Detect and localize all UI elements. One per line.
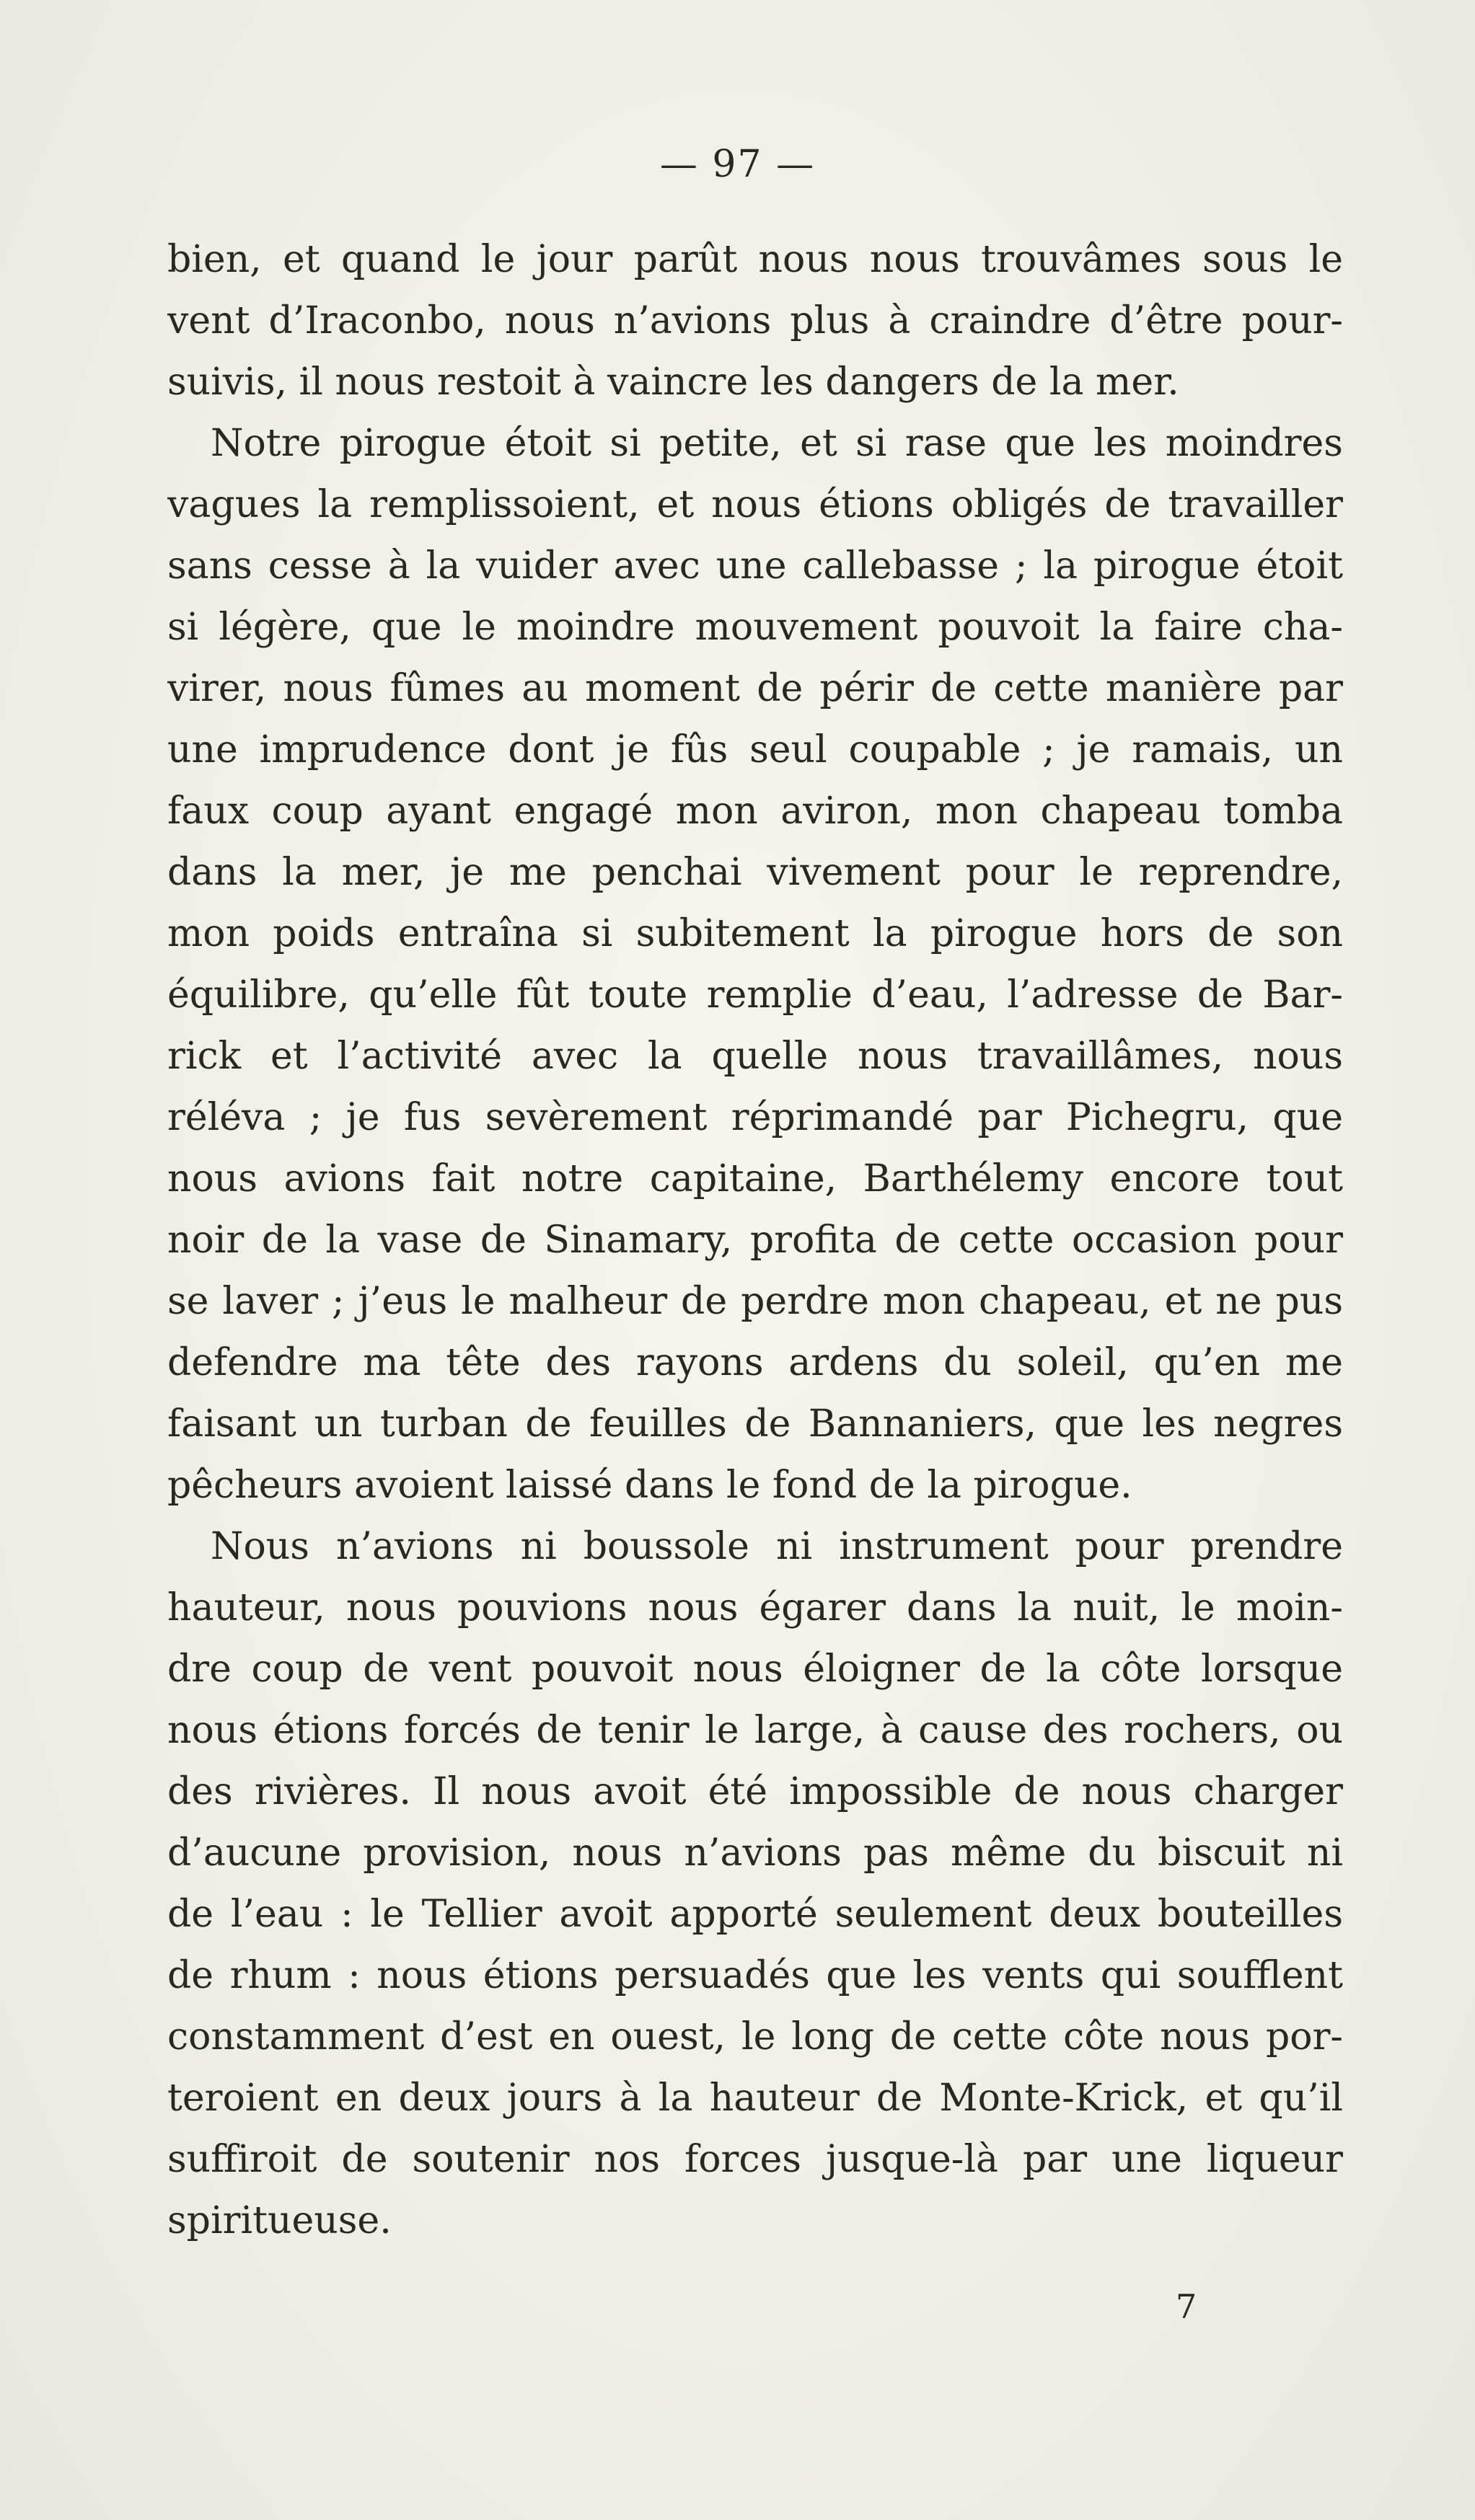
text-line: mon poids entraîna si subitement la pirogue hors de son [167,912,1343,955]
text-line: spiritueuse. [167,2199,392,2242]
page-number-header: — 97 — [659,143,816,186]
text-line: teroient en deux jours à la hauteur de Monte-Krick, et qu’il [167,2077,1343,2120]
text-line: équilibre, qu’elle fût toute remplie d’eau, l’adresse de Bar- [167,973,1343,1017]
text-line: suffiroit de soutenir nos forces jusque-là par une liqueur [167,2138,1343,2181]
text-line: hauteur, nous pouvions nous égarer dans la nuit, le moin- [167,1586,1343,1630]
text-line: dans la mer, je me penchai vivement pour le reprendre, [167,851,1343,894]
text-line: de l’eau : le Tellier avoit apporté seulement deux bouteilles [167,1893,1343,1936]
text-line: réléva ; je fus sevèrement réprimandé par Pichegru, que [167,1096,1343,1139]
signature-mark: 7 [1176,2287,1197,2326]
body-text [167,229,1343,2252]
text-line: nous avions fait notre capitaine, Barthélemy encore tout [167,1157,1343,1201]
text-line: sans cesse à la vuider avec une callebasse ; la pirogue étoit [167,544,1343,588]
text-line: suivis, il nous restoit à vaincre les dangers de la mer. [167,361,1179,404]
text-line: constamment d’est en ouest, le long de cette côte nous por- [167,2015,1343,2059]
text-line: de rhum : nous étions persuadés que les vents qui soufflent [167,1954,1343,1997]
text-line: dre coup de vent pouvoit nous éloigner de la côte lorsque [167,1648,1343,1691]
text-line: faux coup ayant engagé mon aviron, mon chapeau tomba [167,790,1343,833]
text-line: des rivières. Il nous avoit été impossible de nous charger [167,1770,1343,1813]
text-line: vagues la remplissoient, et nous étions obligés de travailler [167,483,1343,526]
text-line: Notre pirogue étoit si petite, et si rase que les moindres [211,422,1343,465]
text-line: faisant un turban de feuilles de Bannaniers, que les negres [167,1402,1343,1446]
text-line: vent d’Iraconbo, nous n’avions plus à craindre d’être pour- [167,299,1343,342]
text-line: rick et l’activité avec la quelle nous travaillâmes, nous [167,1035,1343,1078]
text-line: si légère, que le moindre mouvement pouvoit la faire cha- [167,606,1343,649]
text-line: nous étions forcés de tenir le large, à cause des rochers, ou [167,1709,1343,1752]
text-line: defendre ma tête des rayons ardens du soleil, qu’en me [167,1341,1343,1384]
text-line: pêcheurs avoient laissé dans le fond de la pirogue. [167,1464,1132,1507]
text-line: noir de la vase de Sinamary, profita de cette occasion pour [167,1219,1343,1262]
text-line: bien, et quand le jour parût nous nous trouvâmes sous le [167,238,1343,281]
text-line: Nous n’avions ni boussole ni instrument pour prendre [211,1525,1343,1568]
text-line: virer, nous fûmes au moment de périr de cette manière par [167,667,1343,710]
text-line: une imprudence dont je fûs seul coupable ; je ramais, un [167,728,1343,772]
text-line: d’aucune provision, nous n’avions pas même du biscuit ni [167,1831,1343,1875]
text-line: se laver ; j’eus le malheur de perdre mon chapeau, et ne pus [167,1280,1343,1323]
